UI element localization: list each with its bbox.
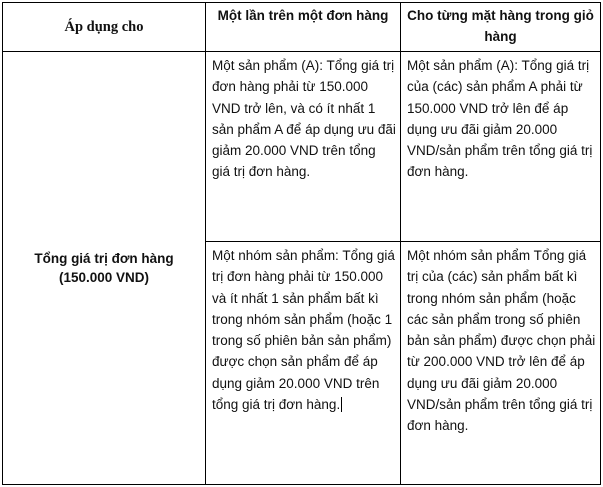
cell-single-product-once: Một sản phẩm (A): Tổng giá trị đơn hàng phải từ 150.000 VND trở lên, và có ít nhất 1 sản phẩm A để áp dụng ưu đãi giảm 20.000 VND trên tổng giá trị đơn hàng.: [206, 52, 401, 242]
header-once-per-order: Một lần trên một đơn hàng: [206, 3, 401, 52]
cell-product-group-once[interactable]: [206, 242, 401, 485]
row-label-cell: [3, 52, 206, 485]
text-caret: [341, 397, 342, 412]
table-header-row: [3, 3, 601, 52]
cell-single-product-per-item: Một sản phẩm (A): Tổng giá trị của (các) sản phẩm A phải từ 150.000 VND trở lên để áp dụng ưu đãi giảm 20.000 VND/sản phẩm trên tổng giá trị đơn hàng.: [401, 52, 601, 242]
table-row: [3, 52, 601, 242]
row-label-title: Tổng giá trị đơn hàng: [34, 251, 174, 266]
header-applies-to: Áp dụng cho: [3, 3, 206, 52]
cell-product-group-once-text: Một nhóm sản phẩm: Tổng giá trị đơn hàng phải từ 150.000 và ít nhất 1 sản phẩm bất kì trong nhóm sản phẩm (hoặc 1 trong số phiên bản sản phẩm) được chọn sản phẩm để áp dụng giảm 20.000 VND trên tổng giá trị đơn hàng.: [212, 248, 395, 413]
discount-table: [2, 2, 601, 485]
header-per-item: Cho từng mặt hàng trong giỏ hàng: [401, 3, 601, 52]
row-label-amount: (150.000 VND): [58, 270, 150, 285]
cell-product-group-per-item: Một nhóm sản phẩm Tổng giá trị của (các) sản phẩm bất kì trong nhóm sản phẩm (hoặc các sản phẩm trong số phiên bản sản phẩm) được chọn phải từ 200.000 VND trở lên để áp dụng ưu đãi giảm 20.000 VND/sản phẩm trên tổng giá trị đơn hàng.: [401, 242, 601, 485]
